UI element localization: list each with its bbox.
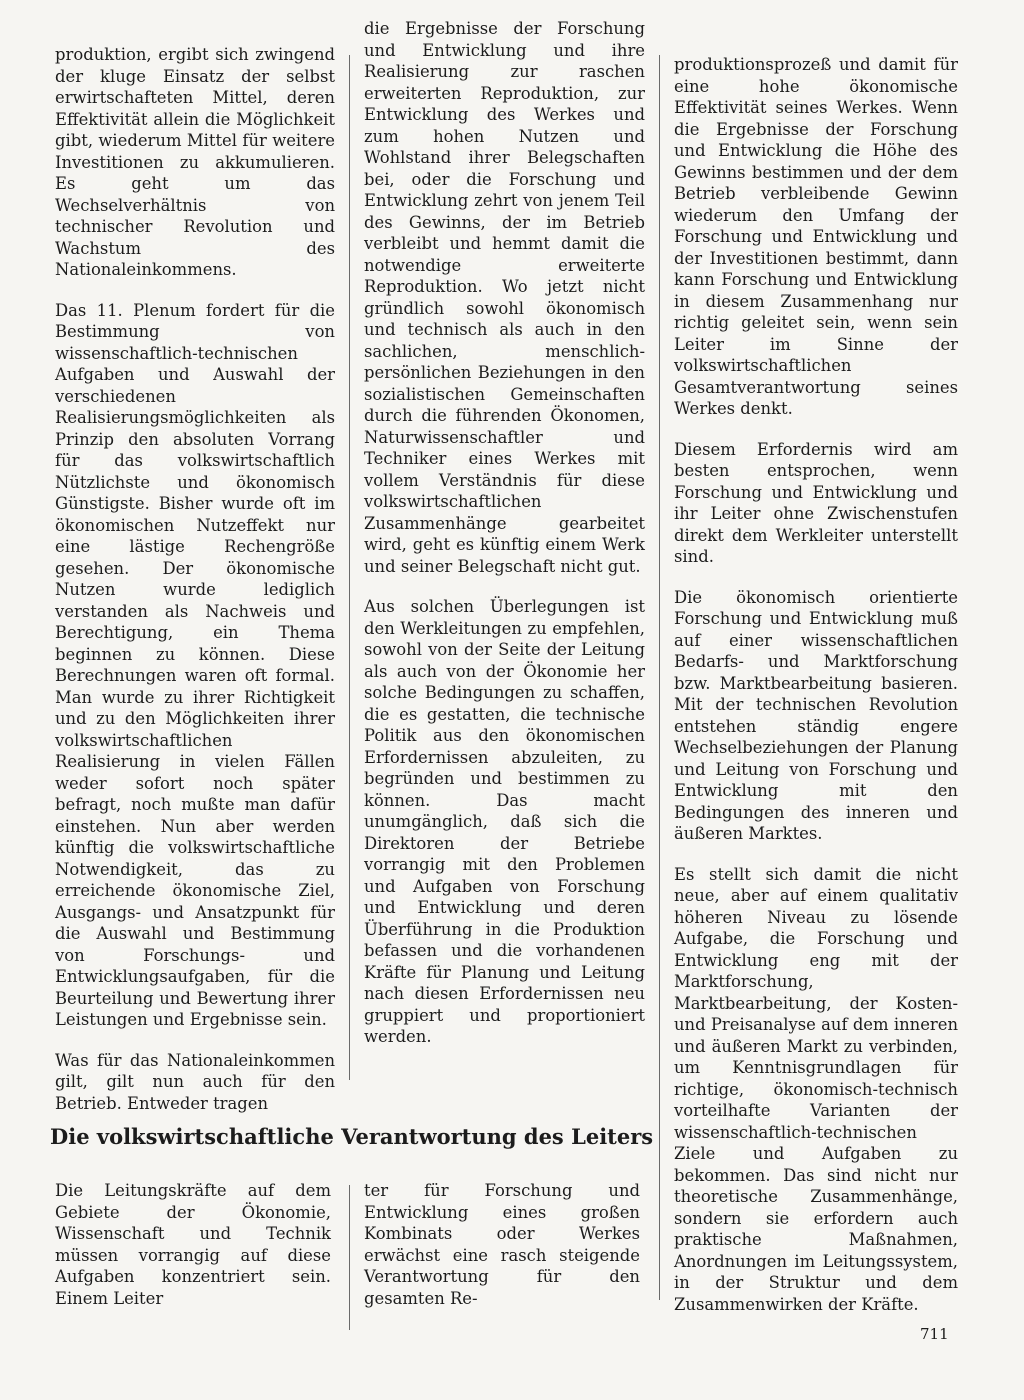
text-column-1 (55, 44, 335, 1114)
text-column-3 (674, 54, 958, 1315)
text-column-2 (364, 18, 645, 1048)
column-divider (349, 1185, 350, 1330)
column-divider (349, 55, 350, 1080)
paragraph: Diesem Erfordernis wird am besten entsprochen, wenn Forschung und Entwicklung und ihr Leiter ohne Zwischenstufen direkt dem Werkleiter unterstellt sind. (674, 439, 958, 566)
column-divider (659, 55, 660, 1300)
text-column-5 (364, 1180, 640, 1309)
section-heading: Die volkswirtschaftliche Verantwortung des Leiters (50, 1124, 654, 1149)
text-column-4 (55, 1180, 331, 1309)
paragraph: produktion, ergibt sich zwingend der kluge Einsatz der selbst erwirtschafteten Mittel, deren Effektivität allein die Möglichkeit gibt, wiederum Mittel für weitere Investitionen zu akkumulieren. Es geht um das Wechselverhältnis von technischer Revolution und Wachstum des Nationaleinkommens. (55, 45, 335, 279)
paragraph: Was für das Nationaleinkommen gilt, gilt nun auch für den Betrieb. Entweder tragen (55, 1050, 335, 1113)
paragraph: Die Leitungskräfte auf dem Gebiete der Ökonomie, Wissenschaft und Technik müssen vorrangig auf diese Aufgaben konzentriert sein. Einem Leiter (55, 1181, 331, 1308)
paragraph: Das 11. Plenum fordert für die Bestimmung von wissenschaftlich-technischen Aufgaben und Auswahl der verschiedenen Realisierungsmöglichkeiten als Prinzip den absoluten Vorrang für das volkswirtschaftlich Nützlichste und ökonomisch Günstigste. Bisher wurde oft im ökonomischen Nutzeffekt nur eine lästige Rechengröße gesehen. Der ökonomische Nutzen wurde lediglich verstanden als Nachweis und Berechtigung, ein Thema beginnen zu können. Diese Berechnungen waren oft formal. Man wurde zu ihrer Richtigkeit und zu den Möglichkeiten ihrer volkswirtschaftlichen Realisierung in vielen Fällen weder sofort noch später befragt, noch mußte man dafür einstehen. Nun aber werden künftig die volkswirtschaftliche Notwendigkeit, das zu erreichende ökonomische Ziel, Ausgangs- und Ansatzpunkt für die Auswahl und Bestimmung von Forschungs- und Entwicklungsaufgaben, für die Beurteilung und Bewertung ihrer Leistungen und Ergebnisse sein. (55, 300, 335, 1029)
paragraph: produktionsprozeß und damit für eine hohe ökonomische Effektivität seines Werkes. Wenn die Ergebnisse der Forschung und Entwicklung die Höhe des Gewinns bestimmen und der dem Betrieb verbleibende Gewinn wiederum den Umfang der Forschung und Entwicklung und der Investitionen bestimmt, dann kann Forschung und Entwicklung in diesem Zusammenhang nur richtig geleitet sein, wenn sein Leiter im Sinne der volkswirtschaftlichen Gesamtverantwortung seines Werkes denkt. (674, 55, 958, 418)
paragraph: Es stellt sich damit die nicht neue, aber auf einem qualitativ höheren Niveau zu lösende Aufgabe, die Forschung und Entwicklung eng mit der Marktforschung, Marktbearbeitung, der Kosten- und Preisanalyse auf dem inneren und äußeren Markt zu verbinden, um Kenntnisgrundlagen für richtige, ökonomisch-technisch vorteilhafte Varianten der wissenschaftlich-technischen Ziele und Aufgaben zu bekommen. Das sind nicht nur theoretische Zusammenhänge, sondern sie erfordern auch praktische Maßnahmen, Anordnungen im Leitungssystem, in der Struktur und dem Zusammenwirken der Kräfte. (674, 864, 958, 1314)
paragraph: die Ergebnisse der Forschung und Entwicklung und ihre Realisierung zur raschen erweiterten Reproduktion, zur Entwicklung des Werkes und zum hohen Nutzen und Wohlstand ihrer Belegschaften bei, oder die Forschung und Entwicklung zehrt von jenem Teil des Gewinns, der im Betrieb verbleibt und hemmt damit die notwendige erweiterte Reproduktion. Wo jetzt nicht gründlich sowohl ökonomisch und technisch als auch in den sachlichen, menschlich-persönlichen Beziehungen in den sozialistischen Gemeinschaften durch die führenden Ökonomen, Naturwissenschaftler und Techniker eines Werkes mit vollem Verständnis für diese volkswirtschaftlichen Zusammenhänge gearbeitet wird, geht es künftig einem Werk und seiner Belegschaft nicht gut. (364, 19, 645, 576)
paragraph: Aus solchen Überlegungen ist den Werkleitungen zu empfehlen, sowohl von der Seite der Leitung als auch von der Ökonomie her solche Bedingungen zu schaffen, die es gestatten, die technische Politik aus den ökonomischen Erfordernissen abzuleiten, zu begründen und bestimmen zu können. Das macht unumgänglich, daß sich die Direktoren der Betriebe vorrangig mit den Problemen und Aufgaben von Forschung und Entwicklung und deren Überführung in die Produktion befassen und die vorhandenen Kräfte für Planung und Leitung nach diesen Erfordernissen neu gruppiert und proportioniert werden. (364, 597, 645, 1046)
paragraph: Die ökonomisch orientierte Forschung und Entwicklung muß auf einer wissenschaftlichen Bedarfs- und Marktforschung bzw. Marktbearbeitung basieren. Mit der technischen Revolution entstehen ständig engere Wechselbeziehungen der Planung und Leitung von Forschung und Entwicklung mit den Bedingungen des inneren und äußeren Marktes. (674, 587, 958, 843)
paragraph: ter für Forschung und Entwicklung eines großen Kombinats oder Werkes erwächst eine rasch steigende Verantwortung für den gesamten Re- (364, 1181, 640, 1308)
page-number: 711 (920, 1325, 949, 1343)
